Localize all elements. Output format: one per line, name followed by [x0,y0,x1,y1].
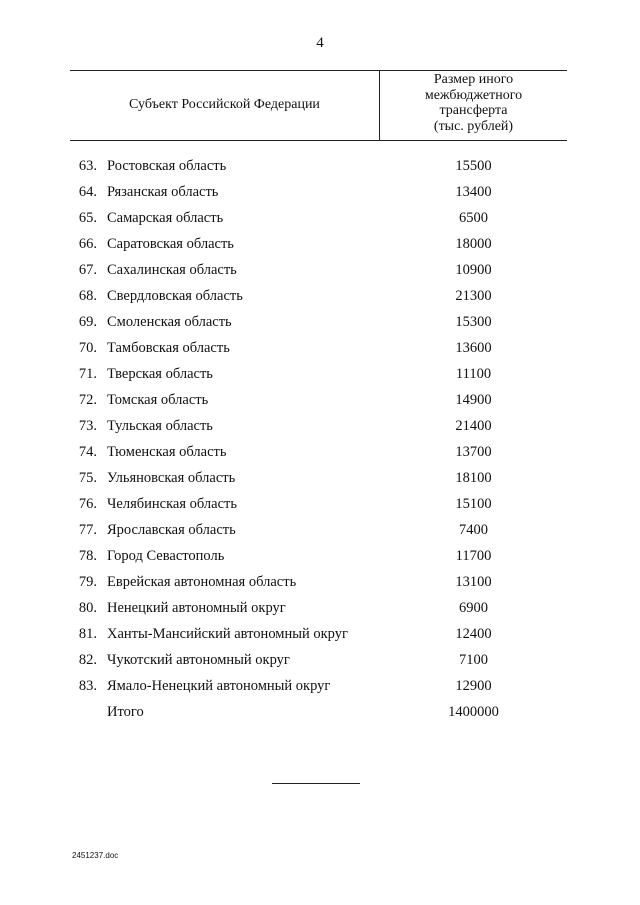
table-row [0,155,640,181]
column-header-amount-line: межбюджетного [424,87,523,103]
total-label: Итого [107,704,144,720]
row-number: 68. [78,288,97,304]
row-amount: 10900 [455,262,492,278]
row-amount: 6900 [459,600,488,616]
table-row [0,389,640,415]
row-number: 63. [78,158,97,174]
end-of-document-rule [272,783,360,784]
row-subject-name: Ханты-Мансийский автономный округ [107,626,348,642]
row-number: 67. [78,262,97,278]
row-subject-name: Ненецкий автономный округ [107,600,286,616]
row-number: 66. [78,236,97,252]
row-number: 73. [78,418,97,434]
row-amount: 18100 [455,470,492,486]
row-amount: 21300 [455,288,492,304]
row-number: 81. [78,626,97,642]
row-subject-name: Тульская область [107,418,213,434]
table-row [0,597,640,623]
table-row [0,259,640,285]
column-header-amount-line: (тыс. рублей) [433,118,514,134]
table-row [0,649,640,675]
row-number: 71. [78,366,97,382]
column-header-amount [380,72,567,134]
page-number: 4 [316,35,324,51]
row-amount: 11100 [455,366,492,382]
row-number: 80. [78,600,97,616]
row-subject-name: Тамбовская область [107,340,230,356]
total-amount: 1400000 [448,704,499,720]
row-number: 75. [78,470,97,486]
table-row [0,519,640,545]
row-number: 70. [78,340,97,356]
row-subject-name: Тюменская область [107,444,227,460]
row-amount: 15300 [455,314,492,330]
header-bottom-rule [70,140,567,141]
table-row [0,285,640,311]
row-number: 76. [78,496,97,512]
row-amount: 13600 [455,340,492,356]
row-subject-name: Ямало-Ненецкий автономный округ [107,678,331,694]
column-header-amount-line: трансферта [439,103,508,118]
table-row [0,441,640,467]
row-subject-name: Ярославская область [107,522,236,538]
row-subject-name: Чукотский автономный округ [107,652,290,668]
row-subject-name: Ростовская область [107,158,227,174]
row-subject-name: Еврейская автономная область [107,574,297,590]
row-amount: 15100 [455,496,492,512]
row-subject-name: Томская область [107,392,209,408]
table-total-row [0,701,640,727]
row-amount: 14900 [455,392,492,408]
row-amount: 7400 [459,522,488,538]
row-number: 79. [78,574,97,590]
table-row [0,493,640,519]
row-amount: 21400 [455,418,492,434]
row-amount: 12900 [455,678,492,694]
row-number: 82. [78,652,97,668]
row-number: 69. [78,314,97,330]
column-header-subject: Субъект Российской Федерации [129,97,320,112]
row-number: 65. [78,210,97,226]
row-amount: 6500 [459,210,488,226]
row-subject-name: Сахалинская область [107,262,237,278]
row-amount: 7100 [459,652,488,668]
row-amount: 12400 [455,626,492,642]
table-row [0,415,640,441]
row-amount: 15500 [455,158,492,174]
row-number: 83. [78,678,97,694]
column-header-amount-line: Размер иного [433,72,514,87]
table-row [0,311,640,337]
row-subject-name: Город Севастополь [107,548,225,564]
row-subject-name: Тверская область [107,366,213,382]
row-amount: 18000 [455,236,492,252]
header-top-rule [70,70,567,71]
row-subject-name: Смоленская область [107,314,232,330]
table-body [0,155,640,727]
table-row [0,467,640,493]
row-amount: 13100 [455,574,492,590]
row-subject-name: Саратовская область [107,236,234,252]
row-subject-name: Свердловская область [107,288,243,304]
row-amount: 11700 [455,548,492,564]
row-number: 74. [78,444,97,460]
document-file-id: 2451237.doc [72,851,119,860]
row-subject-name: Челябинская область [107,496,237,512]
row-amount: 13700 [455,444,492,460]
row-number: 64. [78,184,97,200]
table-row [0,623,640,649]
table-row [0,207,640,233]
table-row [0,363,640,389]
table-row [0,545,640,571]
row-subject-name: Рязанская область [107,184,219,200]
table-row [0,571,640,597]
row-number: 77. [78,522,97,538]
row-subject-name: Ульяновская область [107,470,236,486]
row-amount: 13400 [455,184,492,200]
row-number: 78. [78,548,97,564]
table-row [0,675,640,701]
row-number: 72. [78,392,97,408]
table-row [0,233,640,259]
row-subject-name: Самарская область [107,210,224,226]
table-row [0,337,640,363]
table-row [0,181,640,207]
